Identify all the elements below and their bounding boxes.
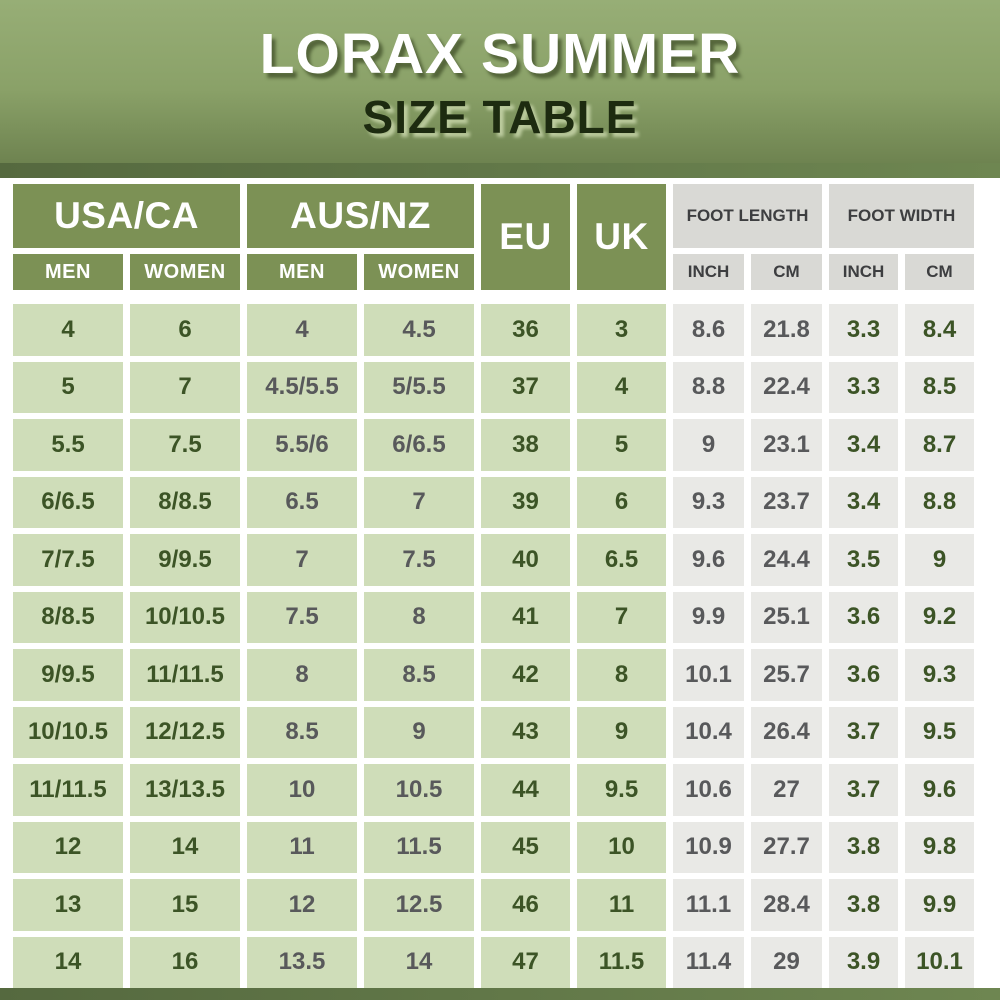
cell-aus-nz-men: 7 — [247, 534, 357, 586]
cell-foot-width-inch: 3.7 — [829, 764, 898, 816]
cell-foot-length-cm: 27 — [751, 764, 822, 816]
cell-foot-width-cm: 9.8 — [905, 822, 974, 874]
header-banner — [0, 0, 1000, 163]
cell-foot-length-cm: 22.4 — [751, 362, 822, 414]
cell-uk: 3 — [577, 304, 666, 356]
sub-header-width-inch: INCH — [829, 254, 898, 290]
col-header-eu: EU — [481, 184, 570, 290]
cell-foot-width-cm: 9.5 — [905, 707, 974, 759]
cell-foot-length-inch: 10.9 — [673, 822, 744, 874]
table-header — [13, 184, 1000, 290]
cell-foot-width-cm: 9.6 — [905, 764, 974, 816]
cell-eu: 40 — [481, 534, 570, 586]
cell-usa-ca-men: 9/9.5 — [13, 649, 123, 701]
cell-foot-length-inch: 8.6 — [673, 304, 744, 356]
cell-uk: 7 — [577, 592, 666, 644]
cell-usa-ca-men: 6/6.5 — [13, 477, 123, 529]
cell-foot-length-inch: 9 — [673, 419, 744, 471]
cell-foot-width-cm: 8.5 — [905, 362, 974, 414]
cell-usa-ca-women: 12/12.5 — [130, 707, 240, 759]
top-divider-band — [0, 163, 1000, 178]
cell-eu: 42 — [481, 649, 570, 701]
cell-aus-nz-men: 7.5 — [247, 592, 357, 644]
col-header-foot-width: FOOT WIDTH — [829, 184, 974, 248]
cell-uk: 4 — [577, 362, 666, 414]
cell-eu: 43 — [481, 707, 570, 759]
cell-eu: 37 — [481, 362, 570, 414]
cell-foot-width-cm: 8.7 — [905, 419, 974, 471]
cell-aus-nz-men: 13.5 — [247, 937, 357, 989]
cell-foot-length-cm: 27.7 — [751, 822, 822, 874]
cell-usa-ca-women: 6 — [130, 304, 240, 356]
cell-aus-nz-men: 8 — [247, 649, 357, 701]
cell-uk: 11.5 — [577, 937, 666, 989]
sub-header-length-cm: CM — [751, 254, 822, 290]
cell-eu: 46 — [481, 879, 570, 931]
col-header-uk: UK — [577, 184, 666, 290]
size-table — [0, 178, 1000, 988]
cell-usa-ca-men: 11/11.5 — [13, 764, 123, 816]
cell-aus-nz-men: 6.5 — [247, 477, 357, 529]
cell-usa-ca-women: 10/10.5 — [130, 592, 240, 644]
sub-header-width-cm: CM — [905, 254, 974, 290]
cell-foot-width-inch: 3.7 — [829, 707, 898, 759]
cell-eu: 45 — [481, 822, 570, 874]
cell-aus-nz-men: 11 — [247, 822, 357, 874]
cell-foot-width-cm: 9.2 — [905, 592, 974, 644]
cell-eu: 41 — [481, 592, 570, 644]
cell-aus-nz-women: 6/6.5 — [364, 419, 474, 471]
cell-foot-length-inch: 10.4 — [673, 707, 744, 759]
cell-usa-ca-men: 4 — [13, 304, 123, 356]
cell-foot-width-inch: 3.3 — [829, 304, 898, 356]
cell-aus-nz-men: 4.5/5.5 — [247, 362, 357, 414]
cell-foot-width-cm: 9.3 — [905, 649, 974, 701]
cell-foot-width-cm: 9 — [905, 534, 974, 586]
cell-foot-width-inch: 3.4 — [829, 419, 898, 471]
page-subtitle: SIZE TABLE — [362, 91, 638, 144]
cell-foot-length-inch: 11.1 — [673, 879, 744, 931]
cell-eu: 36 — [481, 304, 570, 356]
cell-aus-nz-men: 4 — [247, 304, 357, 356]
cell-aus-nz-women: 7 — [364, 477, 474, 529]
bottom-divider-band — [0, 988, 1000, 1000]
cell-foot-length-cm: 26.4 — [751, 707, 822, 759]
cell-usa-ca-women: 16 — [130, 937, 240, 989]
cell-eu: 47 — [481, 937, 570, 989]
cell-usa-ca-men: 5 — [13, 362, 123, 414]
cell-foot-width-cm: 9.9 — [905, 879, 974, 931]
cell-aus-nz-women: 14 — [364, 937, 474, 989]
page-title: LORAX SUMMER — [259, 22, 741, 87]
cell-usa-ca-women: 9/9.5 — [130, 534, 240, 586]
sub-header-aus-women: WOMEN — [364, 254, 474, 290]
cell-usa-ca-men: 7/7.5 — [13, 534, 123, 586]
col-header-usa-ca: USA/CA — [13, 184, 240, 248]
cell-foot-length-inch: 10.6 — [673, 764, 744, 816]
cell-aus-nz-men: 10 — [247, 764, 357, 816]
cell-aus-nz-women: 8.5 — [364, 649, 474, 701]
sub-header-usa-men: MEN — [13, 254, 123, 290]
cell-usa-ca-men: 5.5 — [13, 419, 123, 471]
cell-uk: 9 — [577, 707, 666, 759]
cell-foot-length-cm: 23.7 — [751, 477, 822, 529]
cell-usa-ca-men: 12 — [13, 822, 123, 874]
cell-usa-ca-men: 14 — [13, 937, 123, 989]
cell-aus-nz-women: 4.5 — [364, 304, 474, 356]
cell-foot-width-inch: 3.4 — [829, 477, 898, 529]
cell-foot-width-inch: 3.3 — [829, 362, 898, 414]
cell-foot-length-inch: 11.4 — [673, 937, 744, 989]
cell-usa-ca-women: 7.5 — [130, 419, 240, 471]
cell-aus-nz-women: 9 — [364, 707, 474, 759]
cell-foot-length-inch: 8.8 — [673, 362, 744, 414]
cell-usa-ca-women: 8/8.5 — [130, 477, 240, 529]
cell-usa-ca-women: 15 — [130, 879, 240, 931]
cell-usa-ca-women: 11/11.5 — [130, 649, 240, 701]
cell-aus-nz-women: 8 — [364, 592, 474, 644]
cell-aus-nz-women: 12.5 — [364, 879, 474, 931]
cell-foot-width-inch: 3.6 — [829, 592, 898, 644]
cell-usa-ca-men: 8/8.5 — [13, 592, 123, 644]
cell-usa-ca-men: 13 — [13, 879, 123, 931]
table-body — [13, 304, 1000, 988]
cell-uk: 8 — [577, 649, 666, 701]
cell-aus-nz-women: 11.5 — [364, 822, 474, 874]
sub-header-usa-women: WOMEN — [130, 254, 240, 290]
cell-uk: 10 — [577, 822, 666, 874]
cell-foot-length-inch: 9.9 — [673, 592, 744, 644]
cell-foot-width-inch: 3.8 — [829, 879, 898, 931]
col-header-aus-nz: AUS/NZ — [247, 184, 474, 248]
cell-uk: 9.5 — [577, 764, 666, 816]
cell-aus-nz-men: 5.5/6 — [247, 419, 357, 471]
cell-usa-ca-men: 10/10.5 — [13, 707, 123, 759]
sub-header-length-inch: INCH — [673, 254, 744, 290]
cell-eu: 44 — [481, 764, 570, 816]
cell-aus-nz-women: 5/5.5 — [364, 362, 474, 414]
cell-foot-width-inch: 3.6 — [829, 649, 898, 701]
cell-aus-nz-men: 12 — [247, 879, 357, 931]
cell-foot-length-cm: 24.4 — [751, 534, 822, 586]
cell-foot-width-cm: 8.8 — [905, 477, 974, 529]
sub-header-aus-men: MEN — [247, 254, 357, 290]
cell-foot-length-cm: 25.1 — [751, 592, 822, 644]
cell-uk: 6.5 — [577, 534, 666, 586]
cell-aus-nz-women: 7.5 — [364, 534, 474, 586]
cell-foot-length-cm: 21.8 — [751, 304, 822, 356]
cell-foot-length-cm: 29 — [751, 937, 822, 989]
cell-foot-length-cm: 25.7 — [751, 649, 822, 701]
cell-eu: 39 — [481, 477, 570, 529]
cell-foot-length-inch: 9.3 — [673, 477, 744, 529]
cell-uk: 6 — [577, 477, 666, 529]
cell-usa-ca-women: 14 — [130, 822, 240, 874]
cell-foot-length-inch: 10.1 — [673, 649, 744, 701]
cell-foot-width-inch: 3.5 — [829, 534, 898, 586]
cell-foot-length-cm: 23.1 — [751, 419, 822, 471]
cell-uk: 11 — [577, 879, 666, 931]
cell-usa-ca-women: 13/13.5 — [130, 764, 240, 816]
cell-foot-width-cm: 10.1 — [905, 937, 974, 989]
cell-aus-nz-women: 10.5 — [364, 764, 474, 816]
cell-eu: 38 — [481, 419, 570, 471]
cell-foot-width-inch: 3.8 — [829, 822, 898, 874]
cell-foot-width-inch: 3.9 — [829, 937, 898, 989]
col-header-foot-length: FOOT LENGTH — [673, 184, 822, 248]
cell-aus-nz-men: 8.5 — [247, 707, 357, 759]
cell-usa-ca-women: 7 — [130, 362, 240, 414]
cell-foot-length-inch: 9.6 — [673, 534, 744, 586]
cell-uk: 5 — [577, 419, 666, 471]
cell-foot-width-cm: 8.4 — [905, 304, 974, 356]
cell-foot-length-cm: 28.4 — [751, 879, 822, 931]
